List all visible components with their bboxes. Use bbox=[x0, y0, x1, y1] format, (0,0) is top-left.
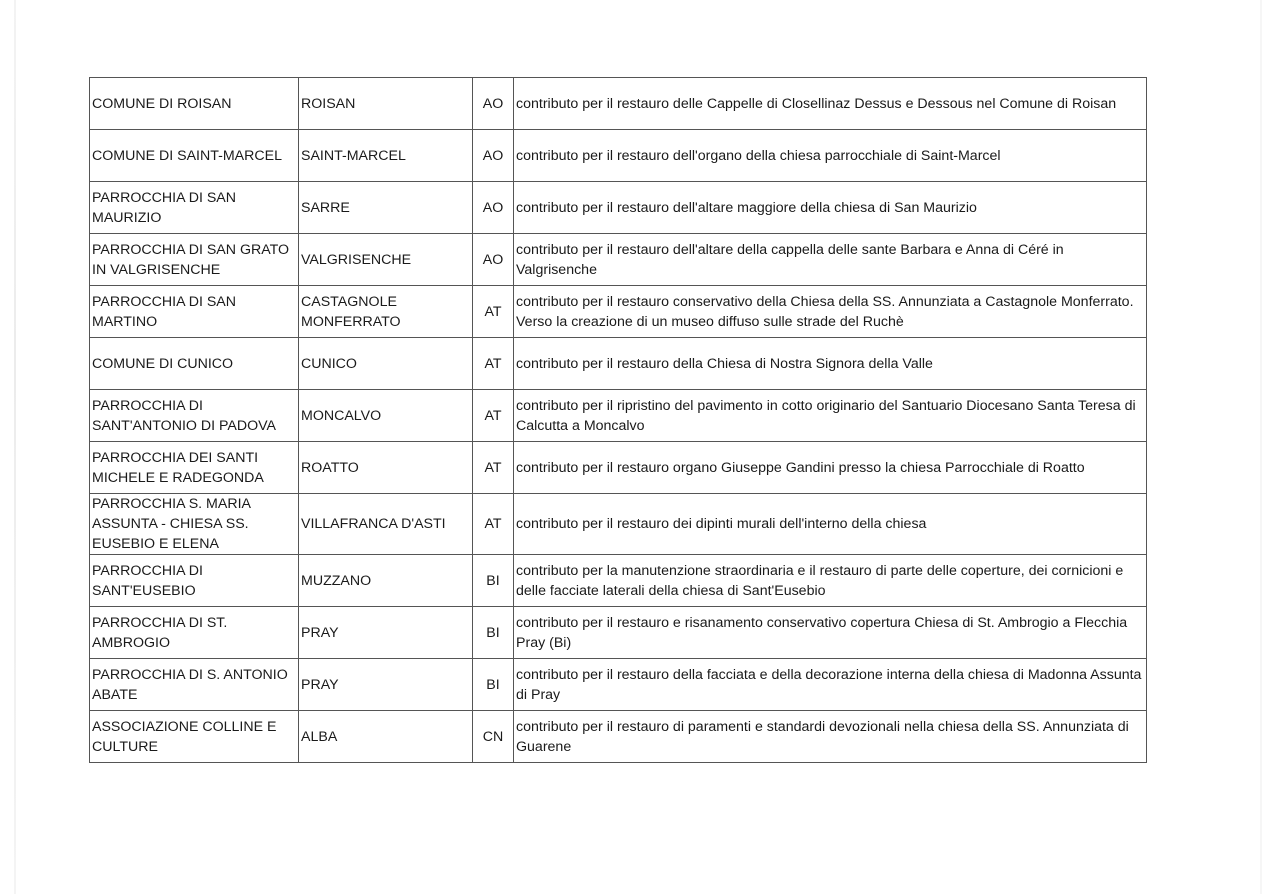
province-cell: AT bbox=[473, 494, 514, 555]
scan-edge bbox=[1260, 0, 1262, 894]
province-cell: BI bbox=[473, 607, 514, 659]
province-cell: AT bbox=[473, 442, 514, 494]
grants-table-body bbox=[90, 78, 1147, 763]
scan-edge bbox=[14, 0, 16, 894]
table-row bbox=[90, 607, 1147, 659]
description-cell: contributo per il restauro e risanamento conservativo copertura Chiesa di St. Ambrogio a Flecchia Pray (Bi) bbox=[514, 607, 1147, 659]
description-cell: contributo per il restauro conservativo della Chiesa della SS. Annunziata a Castagnole Monferrato. Verso la creazione di un museo diffuso sulle strade del Ruchè bbox=[514, 286, 1147, 338]
province-cell: AO bbox=[473, 182, 514, 234]
beneficiary-cell: PARROCCHIA DI S. ANTONIO ABATE bbox=[90, 659, 299, 711]
table-row bbox=[90, 442, 1147, 494]
municipality-cell: PRAY bbox=[299, 659, 473, 711]
description-cell: contributo per il restauro dell'altare maggiore della chiesa di San Maurizio bbox=[514, 182, 1147, 234]
table-row bbox=[90, 390, 1147, 442]
description-cell: contributo per il restauro della Chiesa di Nostra Signora della Valle bbox=[514, 338, 1147, 390]
table-row bbox=[90, 659, 1147, 711]
description-cell: contributo per il restauro di paramenti e standardi devozionali nella chiesa della SS. Annunziata di Guarene bbox=[514, 711, 1147, 763]
province-cell: AO bbox=[473, 234, 514, 286]
table-row bbox=[90, 338, 1147, 390]
table-row bbox=[90, 78, 1147, 130]
description-cell: contributo per il restauro della facciata e della decorazione interna della chiesa di Madonna Assunta di Pray bbox=[514, 659, 1147, 711]
municipality-cell: ALBA bbox=[299, 711, 473, 763]
municipality-cell: VALGRISENCHE bbox=[299, 234, 473, 286]
table-row bbox=[90, 234, 1147, 286]
table-row bbox=[90, 555, 1147, 607]
description-cell: contributo per il restauro dell'organo della chiesa parrocchiale di Saint-Marcel bbox=[514, 130, 1147, 182]
beneficiary-cell: COMUNE DI CUNICO bbox=[90, 338, 299, 390]
municipality-cell: CUNICO bbox=[299, 338, 473, 390]
municipality-cell: CASTAGNOLE MONFERRATO bbox=[299, 286, 473, 338]
beneficiary-cell: PARROCCHIA DI SAN MAURIZIO bbox=[90, 182, 299, 234]
description-cell: contributo per il restauro delle Cappelle di Closellinaz Dessus e Dessous nel Comune di Roisan bbox=[514, 78, 1147, 130]
table-row bbox=[90, 494, 1147, 555]
beneficiary-cell: COMUNE DI ROISAN bbox=[90, 78, 299, 130]
municipality-cell: MUZZANO bbox=[299, 555, 473, 607]
municipality-cell: SARRE bbox=[299, 182, 473, 234]
province-cell: AT bbox=[473, 286, 514, 338]
table-row bbox=[90, 711, 1147, 763]
province-cell: BI bbox=[473, 555, 514, 607]
description-cell: contributo per il restauro dell'altare della cappella delle sante Barbara e Anna di Céré in Valgrisenche bbox=[514, 234, 1147, 286]
table-row bbox=[90, 182, 1147, 234]
province-cell: AO bbox=[473, 78, 514, 130]
municipality-cell: VILLAFRANCA D'ASTI bbox=[299, 494, 473, 555]
table-row bbox=[90, 286, 1147, 338]
beneficiary-cell: PARROCCHIA DEI SANTI MICHELE E RADEGONDA bbox=[90, 442, 299, 494]
description-cell: contributo per la manutenzione straordinaria e il restauro di parte delle coperture, dei cornicioni e delle facciate laterali della chiesa di Sant'Eusebio bbox=[514, 555, 1147, 607]
municipality-cell: ROISAN bbox=[299, 78, 473, 130]
municipality-cell: MONCALVO bbox=[299, 390, 473, 442]
province-cell: AT bbox=[473, 390, 514, 442]
province-cell: AO bbox=[473, 130, 514, 182]
beneficiary-cell: PARROCCHIA DI SANT'EUSEBIO bbox=[90, 555, 299, 607]
description-cell: contributo per il restauro dei dipinti murali dell'interno della chiesa bbox=[514, 494, 1147, 555]
beneficiary-cell: PARROCCHIA DI SANT'ANTONIO DI PADOVA bbox=[90, 390, 299, 442]
municipality-cell: SAINT-MARCEL bbox=[299, 130, 473, 182]
table-row bbox=[90, 130, 1147, 182]
province-cell: BI bbox=[473, 659, 514, 711]
municipality-cell: PRAY bbox=[299, 607, 473, 659]
beneficiary-cell: PARROCCHIA DI SAN GRATO IN VALGRISENCHE bbox=[90, 234, 299, 286]
description-cell: contributo per il restauro organo Giuseppe Gandini presso la chiesa Parrocchiale di Roatto bbox=[514, 442, 1147, 494]
beneficiary-cell: ASSOCIAZIONE COLLINE E CULTURE bbox=[90, 711, 299, 763]
province-cell: CN bbox=[473, 711, 514, 763]
beneficiary-cell: PARROCCHIA DI SAN MARTINO bbox=[90, 286, 299, 338]
beneficiary-cell: PARROCCHIA DI ST. AMBROGIO bbox=[90, 607, 299, 659]
province-cell: AT bbox=[473, 338, 514, 390]
description-cell: contributo per il ripristino del pavimento in cotto originario del Santuario Diocesano Santa Teresa di Calcutta a Moncalvo bbox=[514, 390, 1147, 442]
municipality-cell: ROATTO bbox=[299, 442, 473, 494]
beneficiary-cell: PARROCCHIA S. MARIA ASSUNTA - CHIESA SS. EUSEBIO E ELENA bbox=[90, 494, 299, 555]
grants-table bbox=[89, 77, 1147, 763]
beneficiary-cell: COMUNE DI SAINT-MARCEL bbox=[90, 130, 299, 182]
